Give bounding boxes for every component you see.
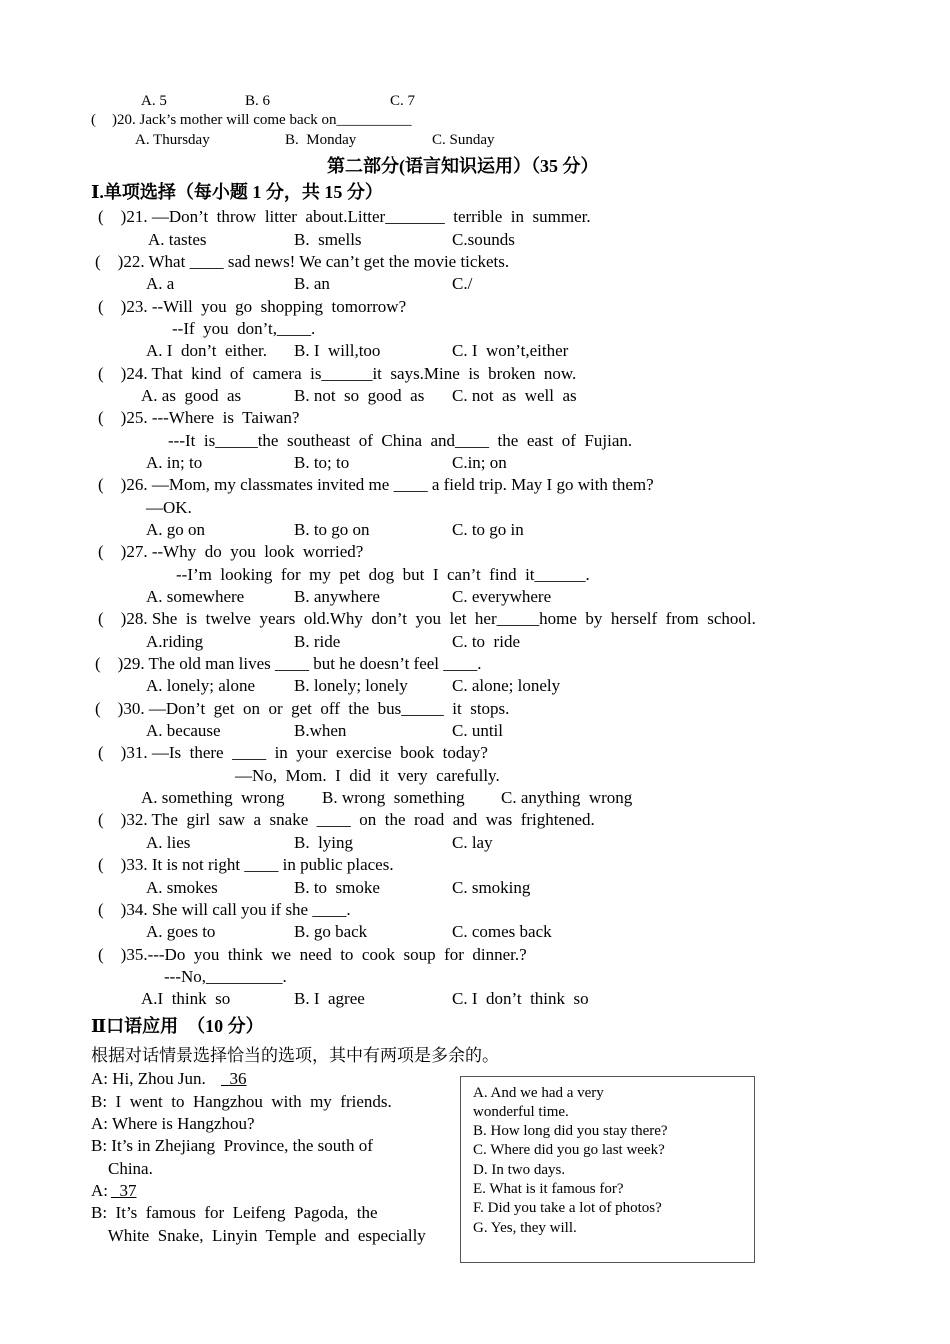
option-a: A. go on xyxy=(146,520,206,539)
option-a: A. lonely; alone xyxy=(146,676,256,695)
option-c: C. smoking xyxy=(452,878,531,897)
question-stem: ( )34. She will call you if she ____. xyxy=(98,900,351,919)
option-a: A. in; to xyxy=(146,453,203,472)
option-c: C./ xyxy=(452,274,473,293)
option-b: B. to; to xyxy=(294,453,350,472)
choice-f: F. Did you take a lot of photos? xyxy=(473,1200,662,1216)
choice-a-cont: wonderful time. xyxy=(473,1104,569,1120)
option-a: A. lies xyxy=(146,833,191,852)
q20-paren: ( xyxy=(91,112,96,128)
dialogue-line: A: Where is Hangzhou? xyxy=(91,1114,255,1133)
choices-box xyxy=(460,1076,755,1263)
option-a: A. somewhere xyxy=(146,587,245,606)
question-extra: —No, Mom. I did it very carefully. xyxy=(235,766,500,785)
option-c: C. everywhere xyxy=(452,587,552,606)
option-a: A.riding xyxy=(146,632,204,651)
dialogue-line: China. xyxy=(91,1159,153,1178)
question-stem: ( )25. ---Where is Taiwan? xyxy=(98,408,300,427)
option-b: B. go back xyxy=(294,922,368,941)
option-b: B. lying xyxy=(294,833,354,852)
section1-title: Ⅰ.单项选择（每小题 1 分，共 15 分） xyxy=(91,182,383,202)
dialogue-line: White Snake, Linyin Temple and especially xyxy=(91,1226,426,1245)
option-b: B. ride xyxy=(294,632,341,651)
option-c: C. anything wrong xyxy=(501,788,633,807)
option-b: B. I agree xyxy=(294,989,365,1008)
option-c: C. not as well as xyxy=(452,386,577,405)
option-c: C. lay xyxy=(452,833,493,852)
option-a: A. goes to xyxy=(146,922,216,941)
option-a: A. as good as xyxy=(141,386,242,405)
question-stem: ( )28. She is twelve years old.Why don’t you let her_____home by herself from school. xyxy=(98,609,756,628)
option-a: A. I don’t either. xyxy=(146,341,268,360)
option-b: B. I will,too xyxy=(294,341,381,360)
option-a: A. tastes xyxy=(148,230,207,249)
question-stem: ( )22. What ____ sad news! We can’t get the movie tickets. xyxy=(95,252,510,271)
q20-stem: )20. Jack’s mother will come back on__________ xyxy=(112,112,412,128)
choice-e: E. What is it famous for? xyxy=(473,1181,624,1197)
part2-title: 第二部分(语言知识运用）（35 分） xyxy=(327,156,599,176)
question-stem: ( )27. --Why do you look worried? xyxy=(98,542,364,561)
question-stem: ( )31. —Is there ____ in your exercise book today? xyxy=(98,743,488,762)
option-b: B.when xyxy=(294,721,347,740)
option-c: C. I don’t think so xyxy=(452,989,589,1008)
q20-option-c: C. Sunday xyxy=(432,132,495,148)
option-b: B. not so good as xyxy=(294,386,425,405)
blank-36: 36 xyxy=(221,1069,247,1088)
question-stem: ( )30. —Don’t get on or get off the bus_____ it stops. xyxy=(95,699,510,718)
option-c: C. alone; lonely xyxy=(452,676,561,695)
question-extra: —OK. xyxy=(146,498,192,517)
option-a: A. smokes xyxy=(146,878,218,897)
question-stem: ( )35.---Do you think we need to cook soup for dinner.? xyxy=(98,945,527,964)
q20-option-a: A. Thursday xyxy=(135,132,210,148)
option-c: C. until xyxy=(452,721,504,740)
q20-option-b: B. Monday xyxy=(285,132,357,148)
option-c: C. to ride xyxy=(452,632,520,651)
option-b: B. to go on xyxy=(294,520,370,539)
option-b: B. anywhere xyxy=(294,587,380,606)
option-a: A. because xyxy=(146,721,221,740)
dialogue-line: B: It’s famous for Leifeng Pagoda, the xyxy=(91,1203,378,1222)
option-c: C.sounds xyxy=(452,230,515,249)
question-extra: ---No,_________. xyxy=(164,967,287,986)
q19-option-a: A. 5 xyxy=(141,93,167,109)
blank-37: 37 xyxy=(111,1181,137,1200)
option-a: A. a xyxy=(146,274,175,293)
question-stem: ( )23. --Will you go shopping tomorrow? xyxy=(98,297,407,316)
option-c: C. I won’t,either xyxy=(452,341,569,360)
choice-g: G. Yes, they will. xyxy=(473,1220,577,1236)
question-extra: ---It is_____the southeast of China and____ the east of Fujian. xyxy=(168,431,633,450)
q19-option-b: B. 6 xyxy=(245,93,271,109)
option-b: B. wrong something xyxy=(322,788,465,807)
option-c: C. comes back xyxy=(452,922,552,941)
dialogue-line: B: I went to Hangzhou with my friends. xyxy=(91,1092,392,1111)
option-b: B. an xyxy=(294,274,330,293)
section2-instruction: 根据对话情景选择恰当的选项，其中有两项是多余的。 xyxy=(91,1046,499,1065)
dialogue-line: A: Hi, Zhou Jun. xyxy=(91,1069,206,1088)
question-stem: ( )32. The girl saw a snake ____ on the road and was frightened. xyxy=(98,810,595,829)
choice-d: D. In two days. xyxy=(473,1162,566,1178)
option-b: B. smells xyxy=(294,230,362,249)
dialogue-line: B: It’s in Zhejiang Province, the south of xyxy=(91,1136,373,1155)
question-stem: ( )33. It is not right ____ in public places. xyxy=(98,855,394,874)
q19-option-c: C. 7 xyxy=(390,93,416,109)
question-stem: ( )24. That kind of camera is______it says.Mine is broken now. xyxy=(98,364,577,383)
option-b: B. lonely; lonely xyxy=(294,676,408,695)
option-a: A.I think so xyxy=(141,989,231,1008)
dialogue-line: A: xyxy=(91,1181,108,1200)
option-a: A. something wrong xyxy=(141,788,285,807)
question-stem: ( )29. The old man lives ____ but he doesn’t feel ____. xyxy=(95,654,482,673)
option-c: C. to go in xyxy=(452,520,524,539)
question-stem: ( )26. —Mom, my classmates invited me ____ a field trip. May I go with them? xyxy=(98,475,654,494)
question-stem: ( )21. —Don’t throw litter about.Litter_______ terrible in summer. xyxy=(98,207,591,226)
question-extra: --I’m looking for my pet dog but I can’t find it______. xyxy=(176,565,590,584)
option-b: B. to smoke xyxy=(294,878,380,897)
choice-a: A. And we had a very xyxy=(473,1085,604,1101)
choice-b: B. How long did you stay there? xyxy=(473,1123,668,1139)
option-c: C.in; on xyxy=(452,453,507,472)
choice-c: C. Where did you go last week? xyxy=(473,1142,665,1158)
question-extra: --If you don’t,____. xyxy=(172,319,316,338)
section2-title: Ⅱ口语应用 （10 分） xyxy=(91,1016,264,1036)
